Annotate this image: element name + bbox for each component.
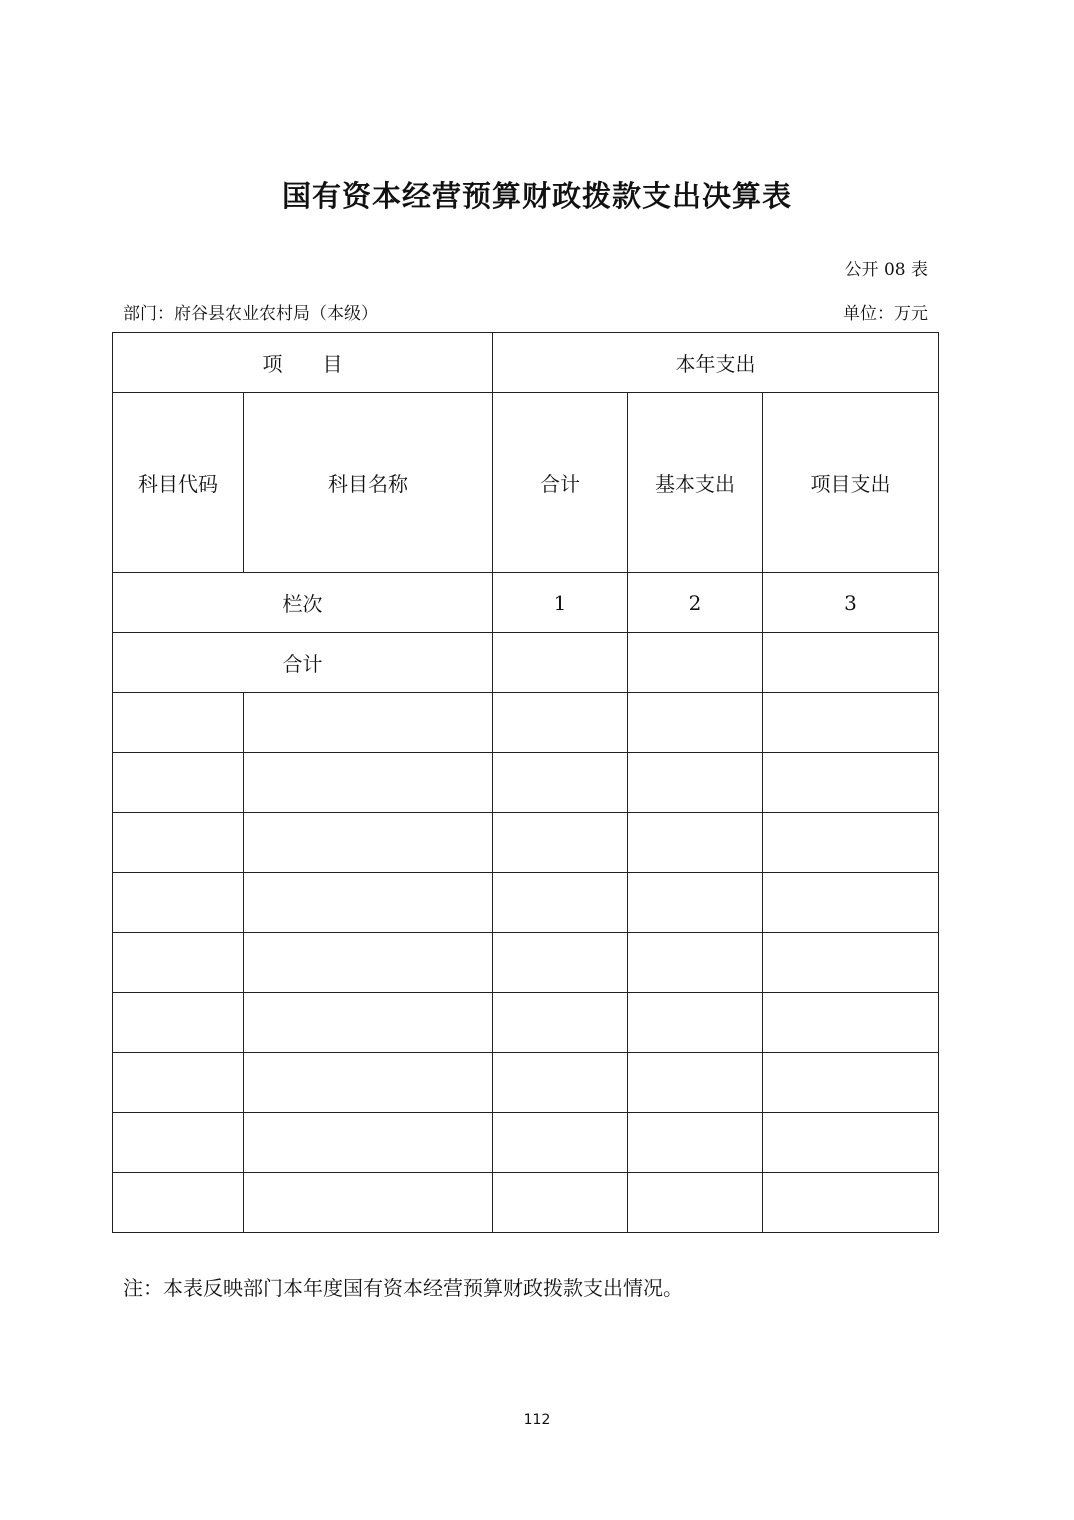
table-row	[113, 1053, 939, 1113]
total-header: 合计	[493, 393, 628, 573]
basic-expenditure-cell	[628, 873, 763, 933]
table-note: 注：本表反映部门本年度国有资本经营预算财政拨款支出情况。	[123, 1276, 683, 1300]
subject-name-cell	[244, 813, 493, 873]
column-index-row	[113, 573, 939, 633]
subject-code-cell	[113, 693, 244, 753]
subject-name-cell	[244, 993, 493, 1053]
basic-expenditure-cell	[628, 1053, 763, 1113]
page-number: 112	[523, 1412, 551, 1428]
expenditure-table	[112, 332, 939, 1233]
column-index-label: 栏次	[113, 573, 493, 633]
total-cell	[493, 1053, 628, 1113]
column-index-2: 2	[628, 573, 763, 633]
header-current-year-cell: 本年支出	[493, 333, 939, 393]
total-row-value	[493, 633, 628, 693]
subject-name-cell	[244, 933, 493, 993]
document-title: 国有资本经营预算财政拨款支出决算表	[281, 179, 792, 213]
subject-name-cell	[244, 1173, 493, 1233]
project-expenditure-cell	[763, 1173, 939, 1233]
subject-code-header: 科目代码	[113, 393, 244, 573]
form-number: 公开 08 表	[844, 260, 928, 280]
total-row-value	[763, 633, 939, 693]
total-cell	[493, 1173, 628, 1233]
header-row-top	[113, 333, 939, 393]
project-expenditure-cell	[763, 873, 939, 933]
table-row	[113, 693, 939, 753]
total-cell	[493, 933, 628, 993]
subject-name-header: 科目名称	[244, 393, 493, 573]
subject-code-cell	[113, 813, 244, 873]
table-row	[113, 753, 939, 813]
basic-expenditure-cell	[628, 693, 763, 753]
subject-name-cell	[244, 1053, 493, 1113]
table-row	[113, 873, 939, 933]
project-expenditure-cell	[763, 1113, 939, 1173]
total-cell	[493, 873, 628, 933]
basic-expenditure-cell	[628, 813, 763, 873]
subject-code-cell	[113, 1053, 244, 1113]
subject-name-cell	[244, 1113, 493, 1173]
total-cell	[493, 693, 628, 753]
table-row	[113, 1113, 939, 1173]
table-row	[113, 933, 939, 993]
basic-expenditure-cell	[628, 1173, 763, 1233]
subject-code-cell	[113, 933, 244, 993]
basic-expenditure-cell	[628, 993, 763, 1053]
column-index-3: 3	[763, 573, 939, 633]
table-row	[113, 993, 939, 1053]
column-index-1: 1	[493, 573, 628, 633]
total-cell	[493, 753, 628, 813]
total-row	[113, 633, 939, 693]
subject-name-cell	[244, 873, 493, 933]
total-cell	[493, 1113, 628, 1173]
department-label: 部门：府谷县农业农村局（本级）	[123, 304, 378, 324]
subject-name-cell	[244, 753, 493, 813]
header-item-cell: 项 目	[113, 333, 493, 393]
subject-name-cell	[244, 693, 493, 753]
table-row	[113, 1173, 939, 1233]
basic-expenditure-cell	[628, 933, 763, 993]
unit-label: 单位：万元	[843, 304, 928, 324]
project-expenditure-cell	[763, 813, 939, 873]
basic-expenditure-cell	[628, 1113, 763, 1173]
subject-code-cell	[113, 1113, 244, 1173]
table-row	[113, 813, 939, 873]
project-expenditure-cell	[763, 753, 939, 813]
subject-code-cell	[113, 993, 244, 1053]
subject-code-cell	[113, 873, 244, 933]
basic-expenditure-header: 基本支出	[628, 393, 763, 573]
total-cell	[493, 813, 628, 873]
project-expenditure-cell	[763, 993, 939, 1053]
total-row-label: 合计	[113, 633, 493, 693]
total-row-value	[628, 633, 763, 693]
header-row-columns	[113, 393, 939, 573]
subject-code-cell	[113, 1173, 244, 1233]
project-expenditure-cell	[763, 1053, 939, 1113]
project-expenditure-cell	[763, 933, 939, 993]
basic-expenditure-cell	[628, 753, 763, 813]
project-expenditure-cell	[763, 693, 939, 753]
project-expenditure-header: 项目支出	[763, 393, 939, 573]
subject-code-cell	[113, 753, 244, 813]
total-cell	[493, 993, 628, 1053]
